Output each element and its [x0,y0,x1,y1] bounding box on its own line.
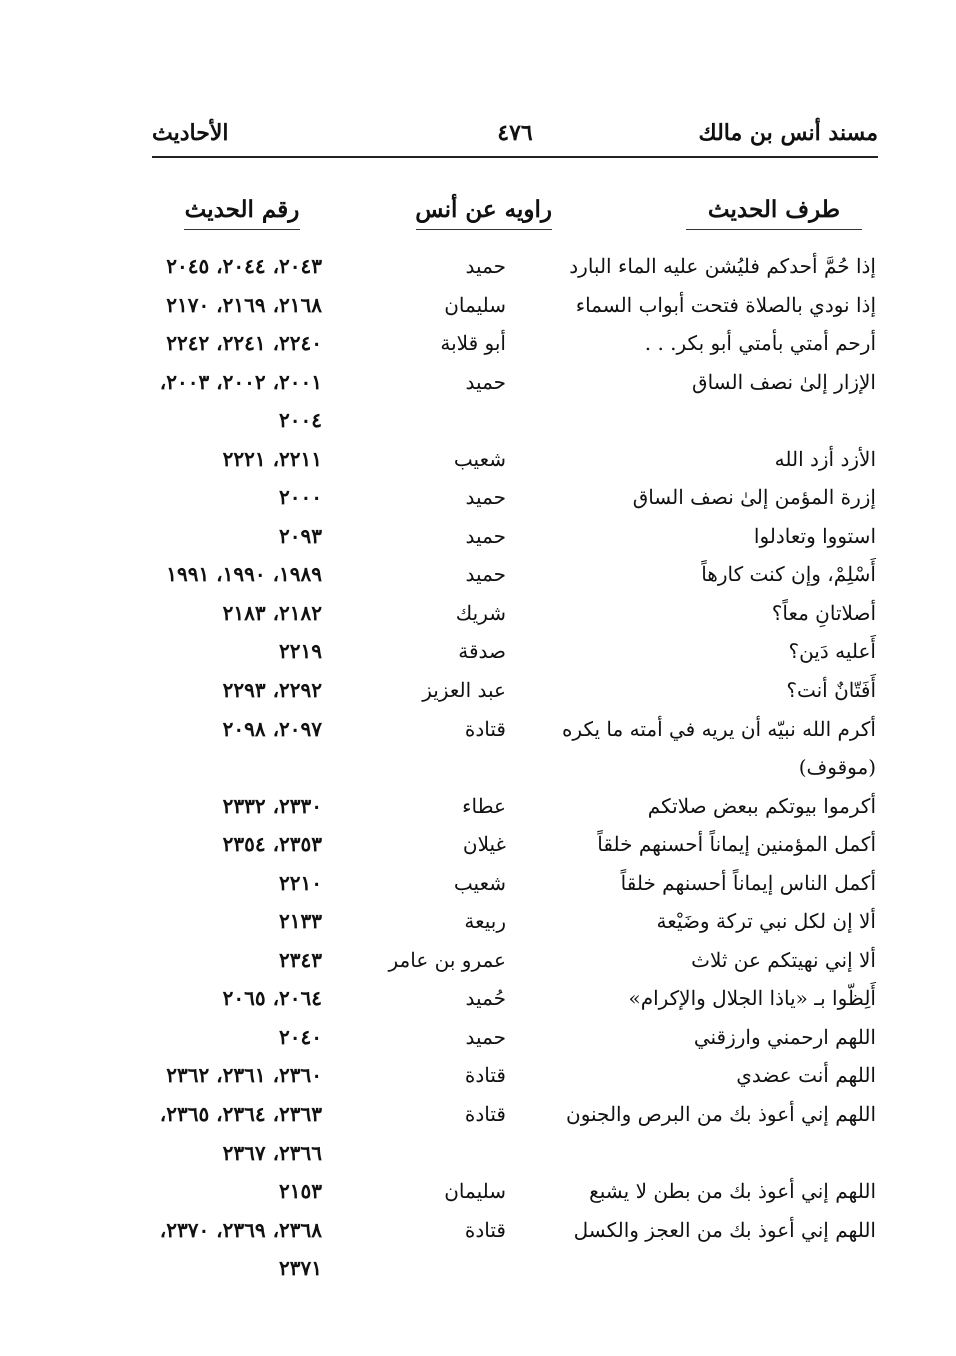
table-row [0,867,956,906]
table-row [0,635,956,674]
hadith-title: أكرم الله نبيّه أن يريه في أمته ما يكره [561,716,876,741]
hadith-title: أكمل الناس إيماناً أحسنهم خلقاً [620,870,876,895]
narrator-name: سليمان [444,292,506,317]
narrator-name: عمرو بن عامر [388,947,506,972]
table-row [0,905,956,944]
hadith-numbers: ٢٠٤٠ [279,1024,322,1049]
hadith-title: أصلاتانِ معاً؟ [771,600,876,625]
hadith-title: (موقوف) [798,755,876,780]
hadith-title: اللهم إني أعوذ بك من بطن لا يشبع [589,1179,876,1204]
hadith-numbers: ٢٣٦٣، ٢٣٦٤، ٢٣٦٥، [159,1102,322,1127]
table-row [0,674,956,713]
hadith-title: إذا حُمَّ أحدكم فليُشن عليه الماء البارد [569,254,876,278]
table-row [0,828,956,867]
hadith-numbers: ٢٣٥٣، ٢٣٥٤ [222,832,322,857]
narrator-name: صدقة [458,639,506,664]
narrator-name: حميد [465,1024,506,1049]
narrator-name: ربيعة [464,909,506,934]
table-row [0,597,956,636]
hadith-numbers: ١٩٨٩، ١٩٩٠، ١٩٩١ [166,562,322,587]
section-title: الأحاديث [152,120,229,146]
table-row [0,558,956,597]
hadith-numbers: ٢٣٣٠، ٢٣٣٢ [222,793,322,818]
hadith-title: أرحم أمتي بأمتي أبو بكر. . . [644,331,876,356]
narrator-name: حميد [465,562,506,587]
hadith-numbers: ٢٠٠٠ [279,485,322,510]
table-row [0,790,956,829]
hadith-title: اللهم ارحمني وارزقني [693,1024,876,1049]
narrator-name: حميد [465,485,506,510]
hadith-numbers: ٢١٦٨، ٢١٦٩، ٢١٧٠ [166,292,322,317]
hadith-numbers: ٢١٣٣ [279,909,322,934]
hadith-title: اللهم أنت عضدي [736,1063,876,1088]
hadith-title: ألا إني نهيتكم عن ثلاث [691,947,876,972]
narrator-name: غيلان [462,832,506,857]
narrator-name: حُميد [465,986,506,1011]
table-row [0,366,956,405]
hadith-numbers: ٢١٨٢، ٢١٨٣ [222,600,322,625]
page-number: ٤٧٦ [497,120,533,146]
table-row [0,404,956,443]
table-row [0,1175,956,1214]
running-head [152,116,878,158]
hadith-numbers: ٢٢١٠ [279,870,322,895]
table-row [0,520,956,559]
hadith-title: اللهم إني أعوذ بك من البرص والجنون [566,1102,876,1127]
hadith-title: الأزد أزد الله [774,446,876,471]
narrator-name: شعيب [453,446,506,471]
column-header-narrator: راويه عن أنس [416,196,552,230]
narrator-name: قتادة [464,1063,506,1088]
column-header-title: طرف الحديث [686,196,862,230]
hadith-numbers: ٢٣٦٨، ٢٣٦٩، ٢٣٧٠، [159,1217,322,1242]
table-row [0,481,956,520]
hadith-title: أَلِظّوا بـ «ياذا الجلال والإكرام» [628,986,876,1011]
table-row [0,1252,956,1291]
narrator-name: حميد [465,254,506,278]
table-row [0,982,956,1021]
hadith-title: إذا نودي بالصلاة فتحت أبواب السماء [575,292,876,317]
hadith-title: أكرموا بيوتكم ببعض صلاتكم [647,793,876,818]
table-row [0,944,956,983]
hadith-numbers: ٢٠٦٤، ٢٠٦٥ [222,986,322,1011]
hadith-title: أَعليه دَين؟ [788,639,876,664]
hadith-numbers: ٢٣٦٦، ٢٣٦٧ [222,1140,322,1165]
narrator-name: عطاء [462,793,506,818]
table-row [0,1214,956,1253]
narrator-name: حميد [465,523,506,548]
hadith-numbers: ٢٣٦٠، ٢٣٦١، ٢٣٦٢ [166,1063,322,1088]
hadith-title: إزرة المؤمن إلىٰ نصف الساق [632,485,876,510]
table-row [0,1098,956,1137]
book-title: مسند أنس بن مالك [698,120,878,146]
table-row [0,751,956,790]
narrator-name: قتادة [464,1102,506,1127]
column-header-numbers: رقم الحديث [184,196,300,230]
table-row [0,1059,956,1098]
hadith-title: ألا إن لكل نبي تركة وضَيْعة [656,909,876,934]
table-row [0,1137,956,1176]
hadith-title: الإزار إلىٰ نصف الساق [692,369,876,394]
hadith-numbers: ٢٣٧١ [279,1256,322,1281]
hadith-numbers: ٢٠٠٤ [279,408,322,433]
narrator-name: عبد العزيز [422,678,506,703]
hadith-title: اللهم إني أعوذ بك من العجز والكسل [573,1217,876,1242]
table-row [0,443,956,482]
narrator-name: شريك [455,600,506,625]
table-row [0,327,956,366]
narrator-name: أبو قلابة [440,331,506,356]
hadith-title: أَسْلِمْ، وإن كنت كارهاً [701,562,876,587]
hadith-numbers: ٢٢١١، ٢٢٢١ [222,446,322,471]
table-row [0,713,956,752]
narrator-name: قتادة [464,716,506,741]
hadith-title: استووا وتعادلوا [753,523,876,548]
index-table [0,250,956,1291]
narrator-name: حميد [465,369,506,394]
narrator-name: سليمان [444,1179,506,1204]
hadith-title: أَفَتّانٌ أنت؟ [786,678,876,703]
hadith-numbers: ٢٣٤٣ [279,947,322,972]
hadith-numbers: ٢٠٤٣، ٢٠٤٤، ٢٠٤٥ [166,254,322,278]
narrator-name: قتادة [464,1217,506,1242]
table-row [0,250,956,289]
table-row [0,289,956,328]
hadith-numbers: ٢٢٤٠، ٢٢٤١، ٢٢٤٢ [166,331,322,356]
hadith-numbers: ٢٢١٩ [279,639,322,664]
hadith-numbers: ٢١٥٣ [279,1179,322,1204]
hadith-numbers: ٢٠٩٧، ٢٠٩٨ [222,716,322,741]
table-row [0,1021,956,1060]
narrator-name: شعيب [453,870,506,895]
hadith-numbers: ٢٢٩٢، ٢٢٩٣ [222,678,322,703]
hadith-numbers: ٢٠٠١، ٢٠٠٢، ٢٠٠٣، [159,369,322,394]
hadith-title: أكمل المؤمنين إيماناً أحسنهم خلقاً [597,832,876,857]
hadith-numbers: ٢٠٩٣ [279,523,322,548]
